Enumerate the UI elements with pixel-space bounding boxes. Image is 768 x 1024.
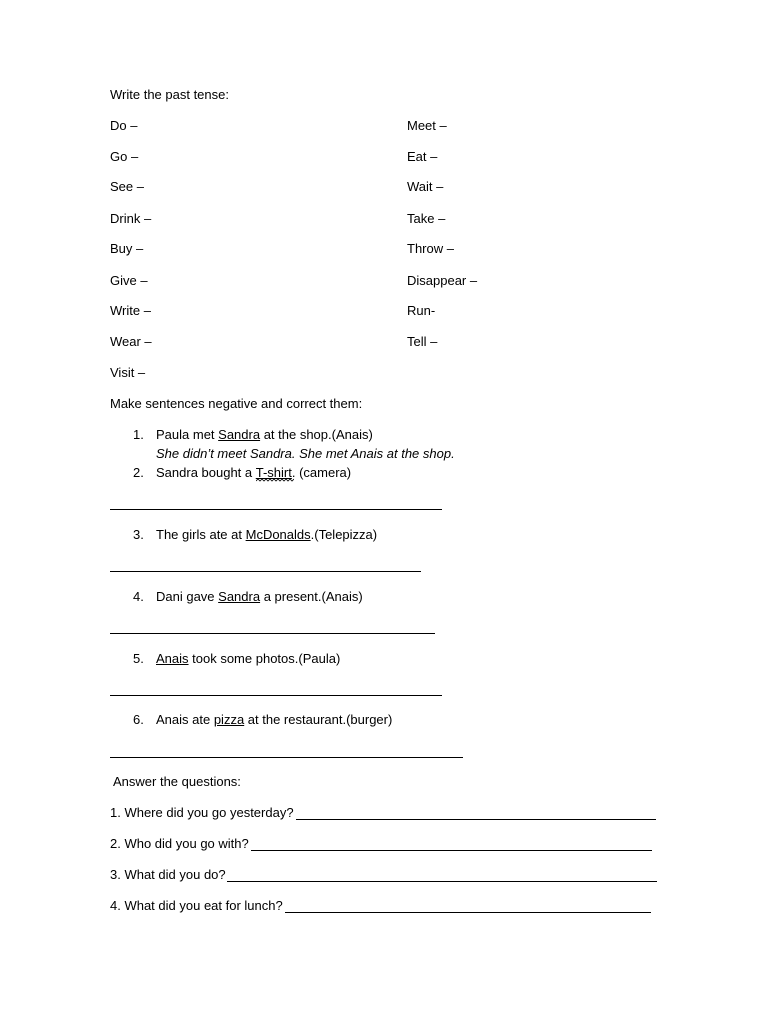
underlined-word-text: T-shirt bbox=[255, 465, 292, 480]
sentence-text-part: at the shop.(Anais) bbox=[260, 427, 373, 442]
sentence-text bbox=[156, 588, 363, 605]
answer-line bbox=[110, 509, 442, 510]
answer-line bbox=[251, 850, 652, 851]
sentence-text bbox=[156, 426, 373, 443]
verb-item: Eat – bbox=[407, 149, 438, 164]
sentence-text-part: .(Telepizza) bbox=[310, 527, 378, 542]
verb-item: Throw – bbox=[407, 241, 454, 256]
answer-line bbox=[285, 912, 651, 913]
sentence-number: 1. bbox=[133, 427, 144, 442]
verb-item: Disappear – bbox=[407, 273, 478, 288]
spellcheck-squiggle bbox=[256, 478, 294, 482]
answer-line bbox=[296, 819, 656, 820]
underlined-word bbox=[256, 464, 292, 481]
verb-item: Give – bbox=[110, 273, 148, 288]
sentence-text bbox=[156, 464, 351, 481]
verb-item: Wait – bbox=[407, 179, 444, 194]
underlined-word: pizza bbox=[213, 712, 245, 727]
instruction-answer: Answer the questions: bbox=[113, 774, 241, 789]
sentence-number: 4. bbox=[133, 589, 144, 604]
verb-item: See – bbox=[110, 179, 144, 194]
question-text: 3. What did you do? bbox=[110, 867, 226, 882]
instruction-past-tense: Write the past tense: bbox=[110, 87, 229, 102]
answer-line bbox=[227, 881, 657, 882]
verb-item: Write – bbox=[110, 303, 151, 318]
verb-item: Go – bbox=[110, 149, 139, 164]
sentence-text-part: at the restaurant.(burger) bbox=[244, 712, 393, 727]
instruction-negative: Make sentences negative and correct them: bbox=[110, 396, 363, 411]
sentence-text-part: took some photos.(Paula) bbox=[188, 651, 341, 666]
question-text: 1. Where did you go yesterday? bbox=[110, 805, 294, 820]
sentence-text-part: Anais ate bbox=[156, 712, 214, 727]
sentence-text-part: Dani gave bbox=[156, 589, 219, 604]
verb-item: Run- bbox=[407, 303, 436, 318]
verb-item: Wear – bbox=[110, 334, 152, 349]
verb-item: Meet – bbox=[407, 118, 447, 133]
sentence-text-part: . (camera) bbox=[291, 465, 352, 480]
answer-line bbox=[110, 695, 442, 696]
sentence-text-part: The girls ate at bbox=[156, 527, 246, 542]
answer-line bbox=[110, 633, 435, 634]
verb-item: Tell – bbox=[407, 334, 438, 349]
verb-item: Visit – bbox=[110, 365, 146, 380]
sentence-text-part: Paula met bbox=[156, 427, 219, 442]
verb-item: Do – bbox=[110, 118, 138, 133]
verb-item: Take – bbox=[407, 211, 446, 226]
verb-item: Drink – bbox=[110, 211, 152, 226]
underlined-word: Sandra bbox=[218, 427, 261, 442]
sentence-text bbox=[156, 526, 377, 543]
sentence-number: 5. bbox=[133, 651, 144, 666]
sentence-number: 3. bbox=[133, 527, 144, 542]
underlined-word: Anais bbox=[156, 651, 189, 666]
sentence-number: 2. bbox=[133, 465, 144, 480]
verb-item: Buy – bbox=[110, 241, 144, 256]
example-answer: She didn’t meet Sandra. She met Anais at the shop. bbox=[156, 446, 455, 461]
answer-line bbox=[110, 571, 421, 572]
underlined-word: McDonalds bbox=[245, 527, 311, 542]
sentence-text bbox=[156, 650, 340, 667]
sentence-text-part: Sandra bought a bbox=[156, 465, 256, 480]
question-text: 2. Who did you go with? bbox=[110, 836, 249, 851]
underlined-word: Sandra bbox=[218, 589, 261, 604]
sentence-number: 6. bbox=[133, 712, 144, 727]
question-text: 4. What did you eat for lunch? bbox=[110, 898, 283, 913]
sentence-text-part: a present.(Anais) bbox=[260, 589, 363, 604]
sentence-text bbox=[156, 711, 392, 728]
answer-line bbox=[110, 757, 463, 758]
